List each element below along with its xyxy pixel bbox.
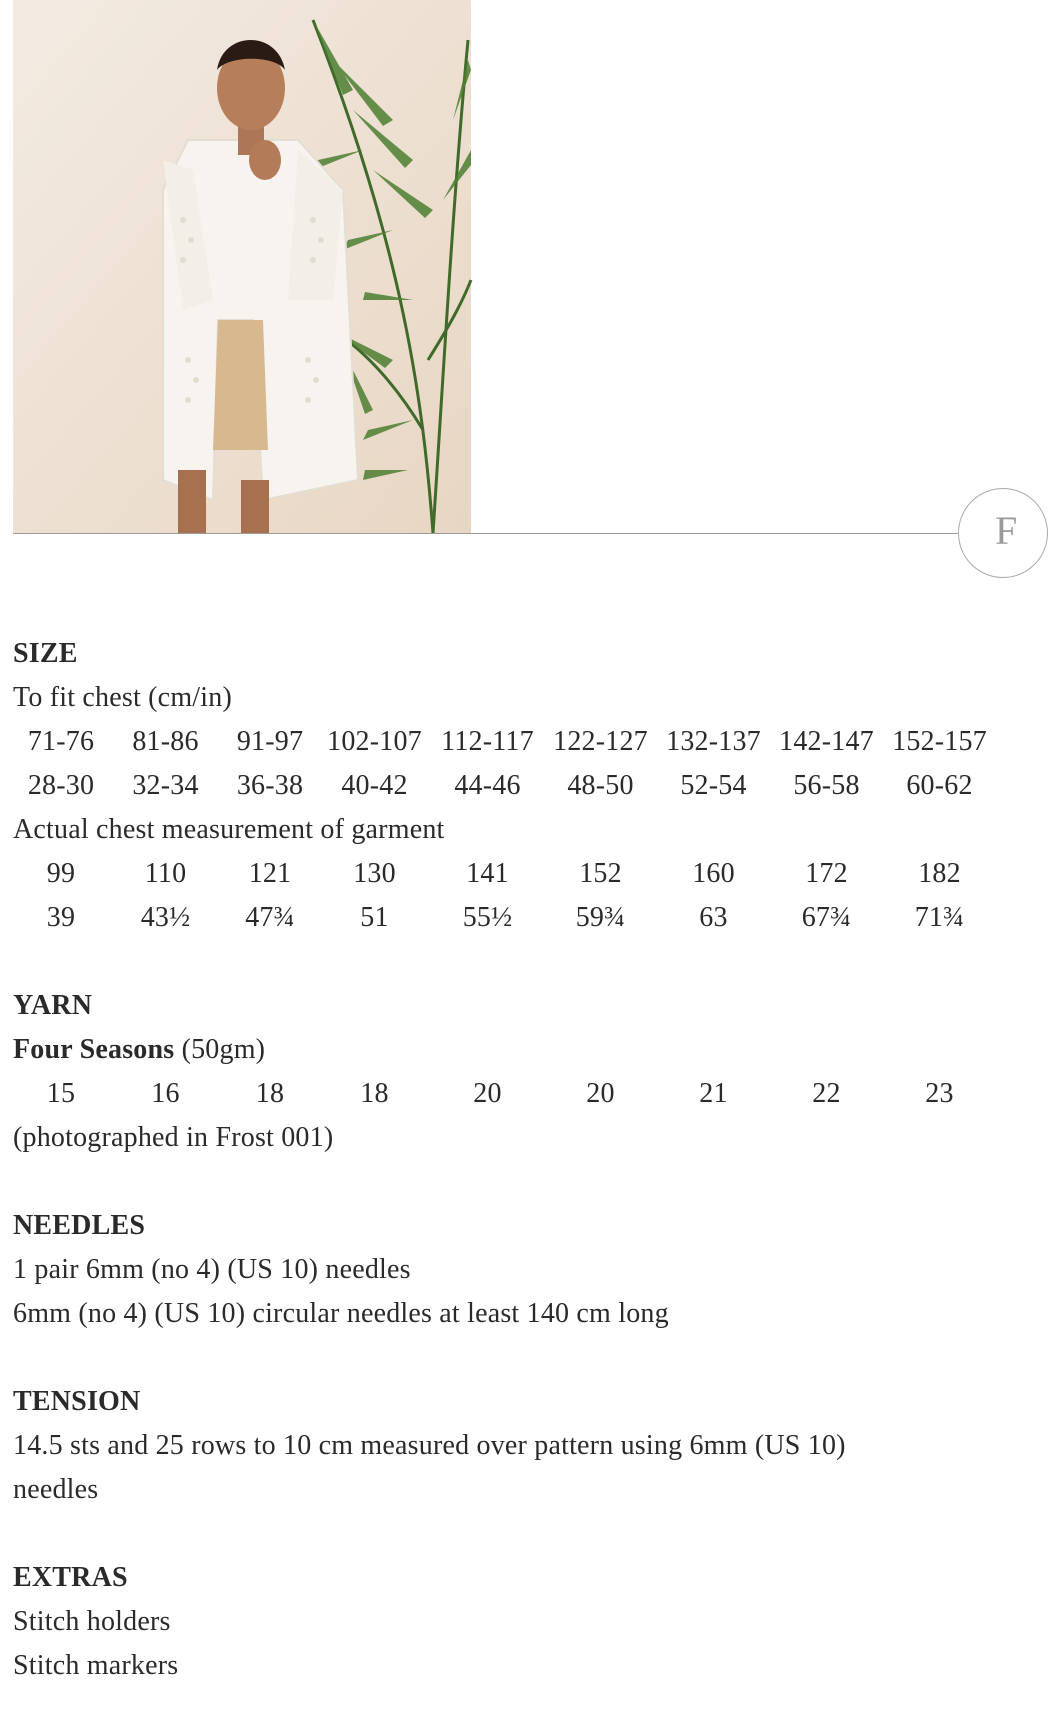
- fit-chest-cm-row: [13, 720, 988, 764]
- actual-chest-in-row: [13, 896, 988, 940]
- fit-in-value: 52-54: [680, 770, 747, 801]
- fit-cm-value: 122-127: [553, 726, 648, 757]
- fit-in-value: 28-30: [27, 770, 95, 801]
- fit-in-value: 36-38: [236, 770, 304, 801]
- actual-cm-value: 172: [805, 858, 848, 889]
- actual-in-value: 71¾: [914, 902, 965, 933]
- yarn-balls-value: 18: [360, 1078, 389, 1109]
- actual-cm-value: 182: [918, 858, 961, 889]
- yarn-weight: (50gm): [174, 1034, 266, 1065]
- actual-in-value: 63: [699, 902, 728, 933]
- fit-cm-value: 81-86: [132, 726, 199, 757]
- actual-in-value: 55½: [462, 902, 513, 933]
- section-tab: [958, 488, 1048, 578]
- needles-line: 1 pair 6mm (no 4) (US 10) needles: [13, 1254, 411, 1285]
- fit-in-value: 60-62: [906, 770, 973, 801]
- fit-cm-value: 112-117: [441, 726, 534, 757]
- needles-heading: NEEDLES: [13, 1210, 146, 1241]
- fit-cm-value: 91-97: [236, 726, 304, 757]
- actual-in-value: 47¾: [245, 902, 295, 933]
- yarn-heading: YARN: [13, 990, 93, 1021]
- extras-item: Stitch markers: [13, 1650, 179, 1681]
- divider-rule: [13, 533, 973, 534]
- section-tab-letter: F: [995, 508, 1018, 553]
- yarn-balls-row: [13, 1072, 988, 1116]
- actual-chest-cm-row: [13, 852, 988, 896]
- fit-cm-value: 102-107: [327, 726, 422, 757]
- fit-cm-value: 142-147: [779, 726, 874, 757]
- fit-in-value: 44-46: [454, 770, 521, 801]
- fit-cm-value: 152-157: [892, 726, 987, 757]
- actual-in-value: 67¾: [801, 902, 852, 933]
- actual-cm-value: 160: [692, 858, 735, 889]
- actual-cm-value: 99: [46, 858, 76, 889]
- yarn-balls-value: 22: [812, 1078, 841, 1109]
- actual-in-value: 59¾: [575, 902, 626, 933]
- tension-heading: TENSION: [13, 1386, 141, 1417]
- extras-heading: EXTRAS: [13, 1562, 128, 1593]
- tension-line: needles: [13, 1474, 99, 1505]
- yarn-name: Four Seasons: [13, 1034, 175, 1065]
- actual-cm-value: 121: [248, 858, 292, 889]
- yarn-name-line: [13, 1028, 988, 1072]
- extras-item: Stitch holders: [13, 1606, 171, 1637]
- fit-cm-value: 132-137: [666, 726, 761, 757]
- actual-in-value: 39: [46, 902, 76, 933]
- yarn-balls-value: 15: [46, 1078, 76, 1109]
- size-heading: SIZE: [13, 638, 78, 669]
- yarn-balls-value: 23: [925, 1078, 954, 1109]
- pattern-details: [13, 632, 988, 1688]
- yarn-balls-value: 18: [255, 1078, 285, 1109]
- actual-cm-value: 130: [353, 858, 396, 889]
- yarn-balls-value: 21: [699, 1078, 728, 1109]
- fit-chest-in-row: [13, 764, 988, 808]
- actual-in-value: 43½: [140, 902, 191, 933]
- actual-cm-value: 110: [144, 858, 187, 889]
- yarn-balls-value: 20: [586, 1078, 615, 1109]
- fit-in-value: 40-42: [341, 770, 408, 801]
- tension-line: 14.5 sts and 25 rows to 10 cm measured over pattern using 6mm (US 10): [13, 1430, 846, 1461]
- yarn-balls-value: 20: [473, 1078, 502, 1109]
- fit-in-value: 56-58: [793, 770, 860, 801]
- model-photo: [13, 0, 471, 533]
- fit-cm-value: 71-76: [27, 726, 95, 757]
- actual-cm-value: 141: [466, 858, 509, 889]
- needles-line: 6mm (no 4) (US 10) circular needles at least 140 cm long: [13, 1298, 669, 1329]
- yarn-balls-value: 16: [151, 1078, 180, 1109]
- actual-chest-label: Actual chest measurement of garment: [13, 814, 445, 845]
- actual-in-value: 51: [360, 902, 389, 933]
- actual-cm-value: 152: [579, 858, 622, 889]
- fit-in-value: 32-34: [132, 770, 199, 801]
- fit-chest-label: To fit chest (cm/in): [13, 682, 232, 713]
- fit-in-value: 48-50: [567, 770, 634, 801]
- yarn-photo-note: (photographed in Frost 001): [13, 1122, 334, 1153]
